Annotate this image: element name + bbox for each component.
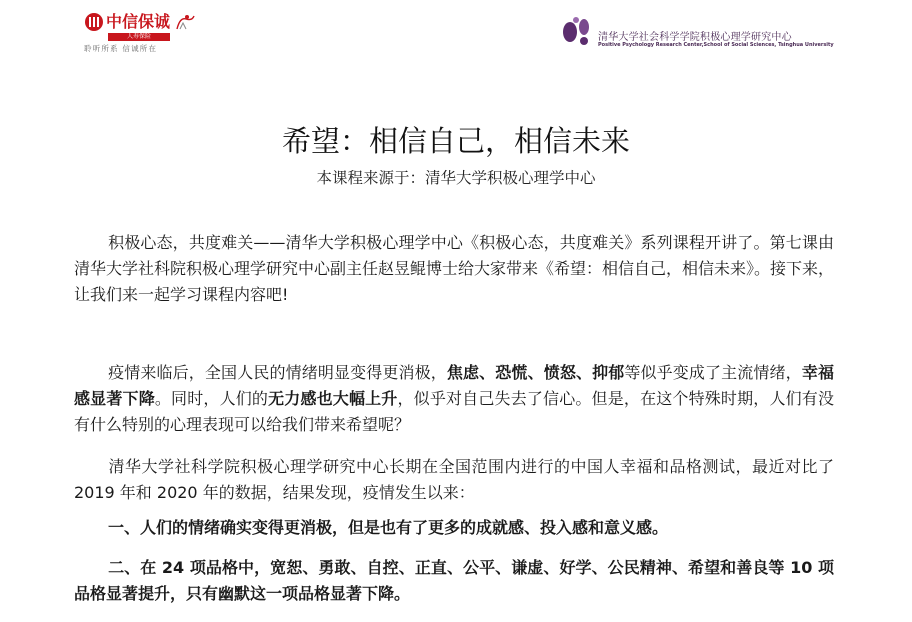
emotion-bold-helpless: 无力感也大幅上升: [268, 389, 398, 408]
finding-two-text: 二、在 24 项品格中，宽恕、勇敢、自控、正直、公平、谦虚、好学、公民精神、希望和善良等 10 项品格显著提升，只有幽默这一项品格显著下降。: [74, 558, 834, 603]
tsinghua-center-name-en: Positive Psychology Research Center,School of Social Sciences, Tsinghua University: [598, 42, 834, 48]
citic-slogan: 聆听所系 信诚所在: [84, 44, 158, 53]
emotion-text-a: 疫情来临后，全国人民的情绪明显变得更消极，: [108, 363, 447, 382]
emotion-bold-happiness: 幸福感显著下降: [74, 363, 834, 408]
emotion-text-g: ，似乎对自己失去了信心。但是，在这个特殊时期，人们有没有什么特别的心理表现可以给我们带来希望呢？: [74, 389, 834, 434]
citic-logo-name: 中信保诚: [106, 12, 171, 31]
emotion-text-e: 。同时，人们的: [154, 389, 269, 408]
emotion-bold-negative: 焦虑、恐慌、愤怒、抑郁: [446, 363, 625, 382]
emotion-paragraph: [74, 360, 834, 438]
prudential-figure-icon: [174, 13, 196, 31]
article-subtitle: 本课程来源于：清华大学积极心理学中心: [316, 169, 596, 187]
citic-emblem-icon: [84, 12, 104, 32]
finding-one-text: 一、人们的情绪确实变得更消极，但是也有了更多的成就感、投入感和意义感。: [108, 518, 669, 537]
finding-two: [74, 555, 834, 607]
intro-text: 积极心态，共度难关——清华大学积极心理学中心《积极心态，共度难关》系列课程开讲了。第七课由清华大学社科院积极心理学研究中心副主任赵昱鲲博士给大家带来《希望：相信自己，相信未来》。接下来，让我们来一起学习课程内容吧!: [74, 233, 835, 304]
intro-paragraph: [74, 230, 834, 308]
tsinghua-center-logo: [562, 14, 832, 50]
article-title: 希望：相信自己，相信未来: [281, 124, 630, 158]
citic-prudential-logo: [84, 12, 204, 56]
emotion-text-c: 等似乎变成了主流情绪，: [624, 363, 802, 382]
citic-logo-band: 人寿保险: [108, 33, 170, 41]
research-paragraph: [74, 454, 834, 506]
finding-one: [74, 515, 834, 541]
research-text: 清华大学社科学院积极心理学研究中心长期在全国范围内进行的中国人幸福和品格测试，最近对比了 2019 年和 2020 年的数据，结果发现，疫情发生以来：: [74, 457, 834, 502]
tsinghua-center-name-cn: 清华大学社会科学学院积极心理学研究中心: [598, 32, 792, 43]
tsinghua-center-emblem-icon: [562, 14, 594, 48]
